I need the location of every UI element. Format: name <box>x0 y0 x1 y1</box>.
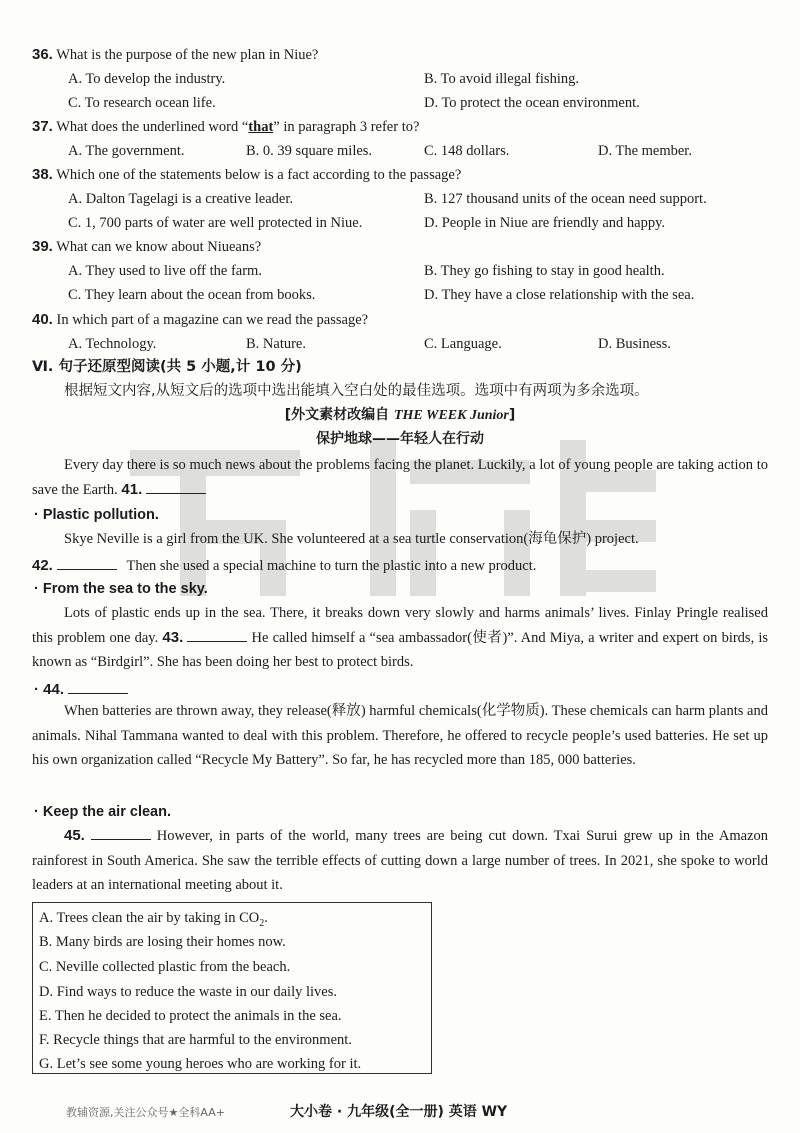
blank-42 <box>57 555 117 570</box>
source-pre: [外文素材改编自 <box>284 407 394 423</box>
question-37 <box>32 118 419 136</box>
option-38d: D. People in Niue are friendly and happy. <box>424 215 666 231</box>
blank-42-label: 42. <box>32 557 53 574</box>
blank-41-label: 41. <box>121 480 143 498</box>
blank-45 <box>91 825 151 840</box>
choice-f: F. Recycle things that are harmful to the environment. <box>39 1032 352 1048</box>
source-line <box>0 406 800 425</box>
question-stem-post: ” in paragraph 3 refer to? <box>273 119 420 135</box>
option-39c: C. They learn about the ocean from books. <box>68 287 316 303</box>
blank-44-label: · 44. <box>34 681 65 698</box>
heading-plastic-pollution: · Plastic pollution. <box>34 507 159 523</box>
question-stem-pre: What does the underlined word “ <box>56 119 249 135</box>
option-36a: A. To develop the industry. <box>68 71 226 87</box>
question-stem: What is the purpose of the new plan in Niue? <box>56 47 319 63</box>
question-stem: What can we know about Niueans? <box>56 239 262 255</box>
question-number: 39. <box>32 238 53 255</box>
option-40a: A. Technology. <box>68 336 157 352</box>
paragraph-text: He called himself a “sea ambassador(使者)”. And Miya, a writer and expert on birds, is known as “Birdgirl”. She has been doing her best to protect birds. <box>32 629 769 670</box>
choice-b: B. Many birds are losing their homes now. <box>39 934 286 950</box>
paragraph-text: Lots of plastic ends up in the sea. There, it breaks down very slowly and harms animals’ lives. Finlay Pringle realised this problem one day. <box>32 605 768 646</box>
choice-a-subscript: 2 <box>259 917 265 929</box>
paragraph-text: When batteries are thrown away, they release(释放) harmful chemicals(化学物质). These chemicals can harm plants and animals. Nihal Tammana wanted to deal with this problem. Therefore, he offered to recycle people’s used batteries. He set up his own organization called “Recycle My Battery”. So far, he has recycled more than 185, 000 batteries. <box>32 703 768 768</box>
choice-a-text: A. Trees clean the air by taking in CO <box>39 910 260 926</box>
option-40c: C. Language. <box>424 336 502 352</box>
question-number: 40. <box>32 311 53 328</box>
choice-e: E. Then he decided to protect the animals in the sea. <box>39 1008 342 1024</box>
option-40d: D. Business. <box>598 336 671 352</box>
question-number: 36. <box>32 46 53 63</box>
footer-right: 大小卷 · 九年级(全一册) 英语 WY <box>290 1104 508 1120</box>
option-39a: A. They used to live off the farm. <box>68 263 262 279</box>
source-italic: THE WEEK Junior <box>393 408 509 423</box>
underlined-word: that <box>248 119 274 135</box>
section-instruction: 根据短文内容,从短文后的选项中选出能填入空白处的最佳选项。选项中有两项为多余选项。 <box>64 383 649 399</box>
choice-d: D. Find ways to reduce the waste in our daily lives. <box>39 984 337 1000</box>
option-38b: B. 127 thousand units of the ocean need support. <box>424 191 707 207</box>
heading-sea-to-sky: · From the sea to the sky. <box>34 581 208 597</box>
option-37b: B. 0. 39 square miles. <box>246 143 373 159</box>
question-38 <box>32 166 461 184</box>
paragraph-text: Every day there is so much news about the problems facing the planet. Luckily, a lot of young people are taking action to save the Earth. <box>32 457 768 498</box>
blank-43 <box>187 627 247 642</box>
footer-left: 教辅资源,关注公众号★全科AA+ <box>66 1106 225 1119</box>
option-36c: C. To research ocean life. <box>68 95 216 111</box>
option-39d: D. They have a close relationship with the sea. <box>424 287 695 303</box>
source-post: ] <box>508 407 516 423</box>
choice-a-end: . <box>264 910 268 926</box>
question-39 <box>32 238 261 256</box>
option-37a: A. The government. <box>68 143 185 159</box>
question-number: 38. <box>32 166 53 183</box>
section-title: Ⅵ. 句子还原型阅读(共 5 小题,计 10 分) <box>32 359 302 375</box>
question-stem: In which part of a magazine can we read the passage? <box>56 312 369 328</box>
paragraph-text: However, in parts of the world, many trees are being cut down. Txai Surui grew up in the Amazon rainforest in South America. She saw the terrible effects of cutting down a large number of trees. In 2021, she spoke to world leaders at an international meeting about it. <box>32 828 769 893</box>
option-37d: D. The member. <box>598 143 692 159</box>
choice-c: C. Neville collected plastic from the beach. <box>39 959 291 975</box>
paragraph-text: Skye Neville is a girl from the UK. She volunteered at a sea turtle conservation(海龟保护) project. <box>64 531 639 547</box>
paragraph-2-cont <box>32 555 536 575</box>
blank-43-label: 43. <box>162 628 184 646</box>
paragraph-5 <box>32 824 768 898</box>
paragraph-4 <box>32 699 768 773</box>
option-36b: B. To avoid illegal fishing. <box>424 71 579 87</box>
paragraph-3 <box>32 601 768 675</box>
paragraph-2 <box>32 527 768 552</box>
paragraph-1 <box>32 453 768 502</box>
choice-g: G. Let’s see some young heroes who are working for it. <box>39 1056 362 1072</box>
heading-keep-air-clean: · Keep the air clean. <box>34 804 171 820</box>
blank-44 <box>68 679 128 694</box>
choice-a <box>39 909 268 933</box>
option-38c: C. 1, 700 parts of water are well protected in Niue. <box>68 215 363 231</box>
choices-box <box>32 902 432 1074</box>
passage-subtitle: 保护地球——年轻人在行动 <box>316 431 484 447</box>
option-40b: B. Nature. <box>246 336 306 352</box>
question-36 <box>32 46 318 64</box>
question-40 <box>32 311 368 329</box>
option-38a: A. Dalton Tagelagi is a creative leader. <box>68 191 293 207</box>
option-39b: B. They go fishing to stay in good health. <box>424 263 665 279</box>
option-36d: D. To protect the ocean environment. <box>424 95 640 111</box>
heading-44 <box>34 679 128 699</box>
blank-41 <box>146 479 206 494</box>
question-number: 37. <box>32 118 53 135</box>
option-37c: C. 148 dollars. <box>424 143 510 159</box>
blank-45-label: 45. <box>64 827 85 844</box>
question-stem: Which one of the statements below is a fact according to the passage? <box>56 167 462 183</box>
paragraph-text: Then she used a special machine to turn the plastic into a new product. <box>126 558 537 574</box>
